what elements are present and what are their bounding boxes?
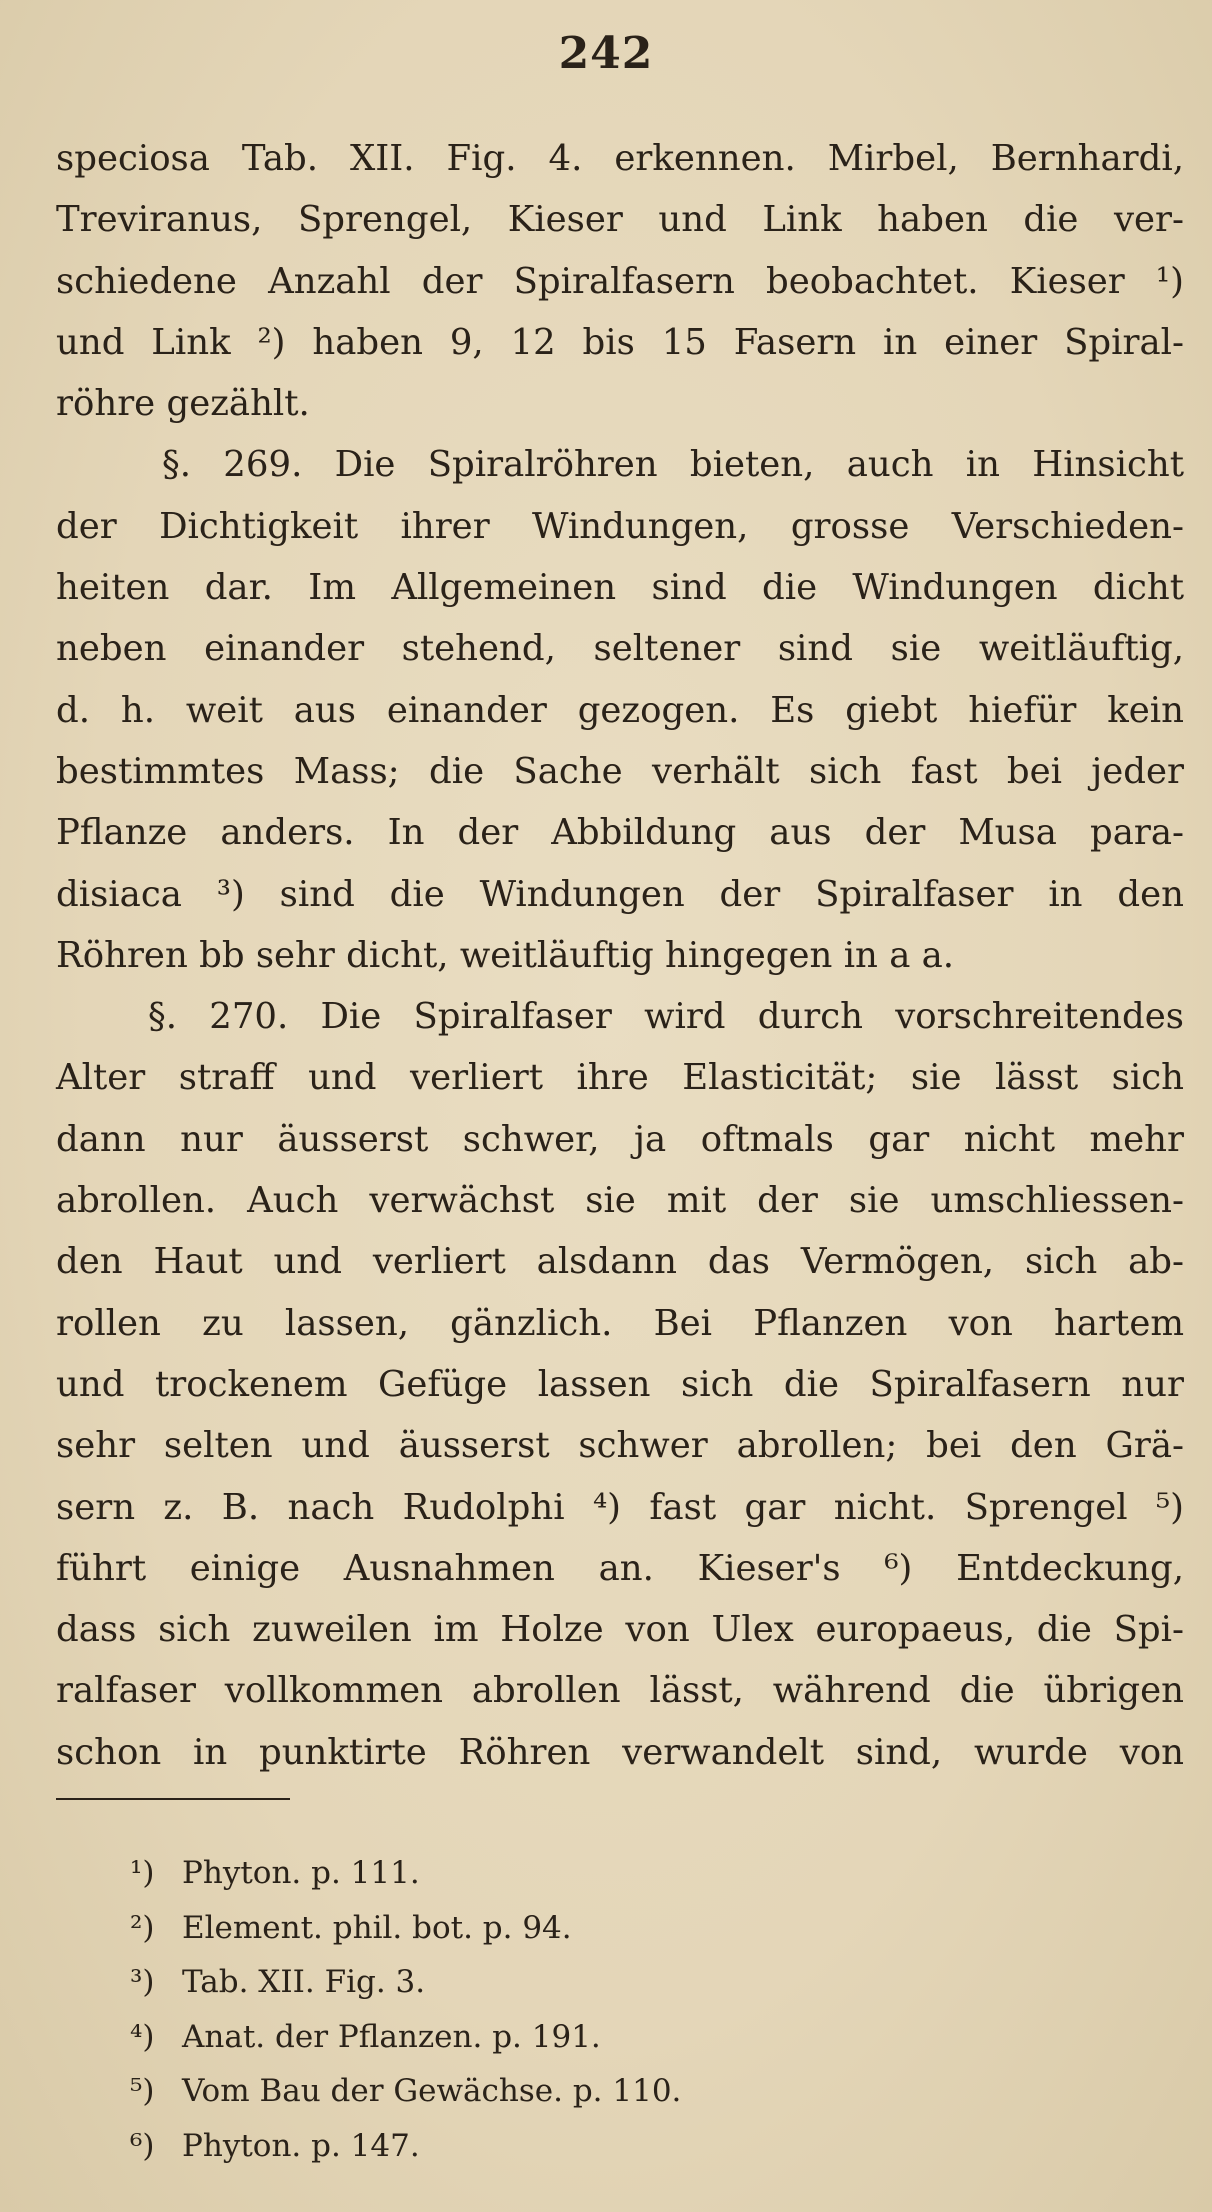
text-line: d. h. weit aus einander gezogen. Es giebt hiefür kein [56,689,1184,731]
footnote-mark: ⁵) [130,2073,155,2109]
text-line: disiaca ³) sind die Windungen der Spiralfaser in den [56,873,1184,915]
text-line: dann nur äusserst schwer, ja oftmals gar nicht mehr [56,1118,1184,1160]
text-line: schon in punktirte Röhren verwandelt sind, wurde von [56,1731,1184,1773]
paragraph-269-start: §. 269. Die Spiralröhren bieten, auch in Hinsicht [162,444,1184,486]
footnote-mark: ³) [130,1964,155,2000]
footnote [130,2064,681,2119]
text-line: neben einander stehend, seltener sind sie weitläuftig, [56,628,1184,670]
text-line: der Dichtigkeit ihrer Windungen, grosse Verschieden- [56,505,1184,547]
text-line: heiten dar. Im Allgemeinen sind die Windungen dicht [56,567,1184,609]
text-line: dass sich zuweilen im Holze von Ulex europaeus, die Spi- [56,1609,1184,1651]
text-line: bestimmtes Mass; die Sache verhält sich fast bei jeder [56,750,1184,792]
text-line: Pflanze anders. In der Abbildung aus der Musa para- [56,812,1184,854]
footnote [130,1846,681,1901]
text-line: und Link ²) haben 9, 12 bis 15 Fasern in einer Spiral- [56,321,1184,363]
body-text [56,128,1184,1783]
text-line: röhre gezählt. [56,383,310,425]
footnote-mark: ¹) [130,1855,155,1891]
text-line: Röhren bb sehr dicht, weitläuftig hingegen in a a. [56,934,955,976]
footnote [130,1901,681,1956]
text-line: abrollen. Auch verwächst sie mit der sie umschliessen- [56,1180,1184,1222]
text-line: den Haut und verliert alsdann das Vermögen, sich ab- [56,1241,1184,1283]
footnote-text: Element. phil. bot. p. 94. [182,1909,572,1946]
footnote-text: Anat. der Pflanzen. p. 191. [182,2018,601,2055]
footnote-separator-rule [56,1798,290,1800]
text-line: ralfaser vollkommen abrollen lässt, während die übrigen [56,1670,1184,1712]
footnote-text: Phyton. p. 147. [182,2127,420,2164]
footnote-text: Tab. XII. Fig. 3. [182,1964,426,2000]
text-line: sehr selten und äusserst schwer abrollen; bei den Grä- [56,1425,1184,1467]
page-number: 242 [558,28,654,79]
text-line: sern z. B. nach Rudolphi ⁴) fast gar nicht. Sprengel ⁵) [56,1486,1184,1528]
text-line: führt einige Ausnahmen an. Kieser's ⁶) Entdeckung, [56,1547,1184,1589]
footnote-mark: ⁶) [130,2127,155,2164]
footnote [130,2119,681,2174]
footnote-text: Vom Bau der Gewächse. p. 110. [182,2073,682,2109]
text-line: Treviranus, Sprengel, Kieser und Link haben die ver- [56,199,1184,241]
paragraph-270-start: §. 270. Die Spiralfaser wird durch vorschreitendes [148,996,1184,1038]
footnote-text: Phyton. p. 111. [182,1855,420,1891]
text-line: rollen zu lassen, gänzlich. Bei Pflanzen von hartem [56,1302,1184,1344]
text-line: Alter straff und verliert ihre Elasticität; sie lässt sich [56,1057,1184,1099]
text-line: speciosa Tab. XII. Fig. 4. erkennen. Mirbel, Bernhardi, [56,138,1184,179]
footnote [130,1955,681,2010]
text-line: schiedene Anzahl der Spiralfasern beobachtet. Kieser ¹) [56,260,1184,302]
footnotes [130,1846,681,2173]
footnote-mark: ⁴) [130,2018,155,2055]
footnote-mark: ²) [130,1909,155,1946]
text-line: und trockenem Gefüge lassen sich die Spiralfasern nur [56,1363,1184,1405]
footnote [130,2010,681,2065]
